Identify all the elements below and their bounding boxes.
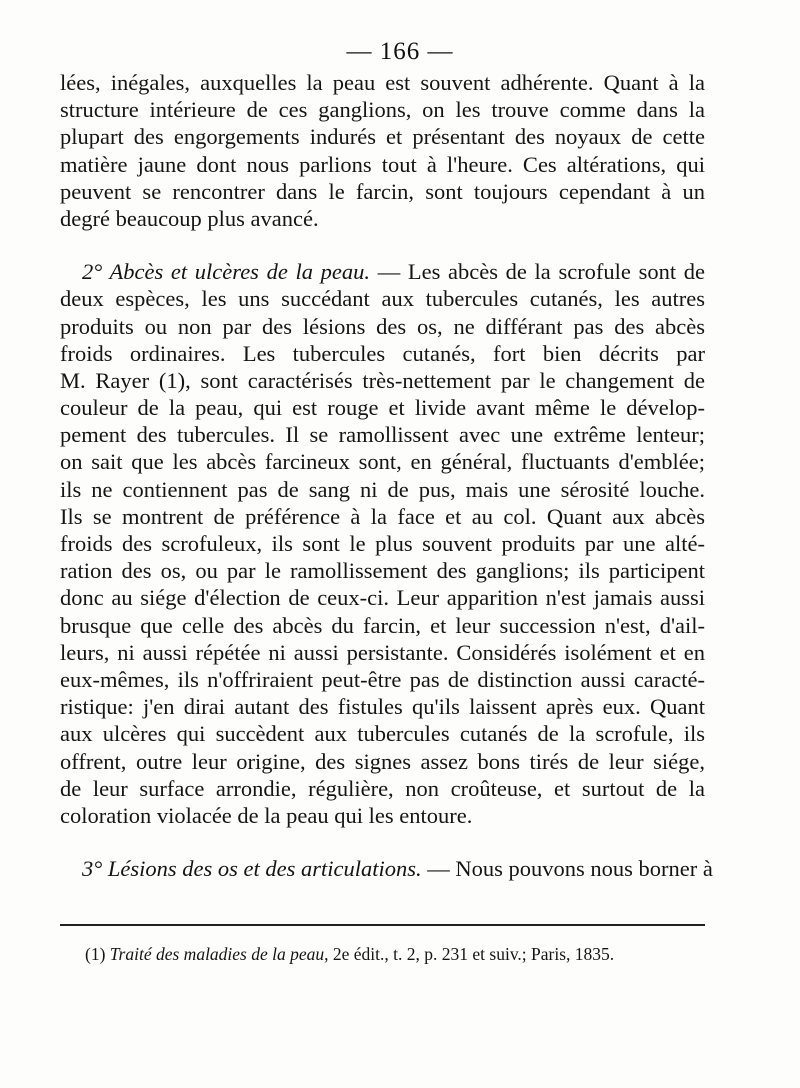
text-line: deux espèces, les uns succédant aux tubercules cutanés, les autres: [60, 286, 705, 312]
text-line: ils ne contiennent pas de sang ni de pus, mais une sérosité louche.: [60, 476, 705, 502]
footnote-rule: [60, 924, 705, 926]
text-line: pement des tubercules. Il se ramollissent avec une extrême lenteur;: [60, 422, 705, 448]
text-line: de leur surface arrondie, régulière, non croûteuse, et surtout de la: [60, 775, 705, 801]
text-line: Ils se montrent de préférence à la face et au col. Quant aux abcès: [60, 503, 705, 529]
text-line: coloration violacée de la peau qui les entoure.: [60, 802, 473, 828]
paragraph-gap: [60, 829, 705, 855]
paragraph-3: [60, 855, 713, 882]
footnote-title: Traité des maladies de la peau: [109, 944, 325, 964]
footnote: [85, 944, 705, 965]
text-line: offrent, outre leur origine, des signes assez bons tirés de leur siége,: [60, 748, 705, 774]
text-line: aux ulcères qui succèdent aux tubercules cutanés de la scrofule, ils: [60, 721, 705, 747]
section-heading-lesions: 3° Lésions des os et des articulations.: [82, 856, 422, 882]
text-line: on sait que les abcès farcineux sont, en général, fluctuants d'emblée;: [60, 449, 705, 475]
text-line: peuvent se rencontrer dans le farcin, sont toujours cependant à un: [60, 178, 705, 204]
text-line: froids ordinaires. Les tubercules cutanés, fort bien décrits par: [60, 340, 705, 366]
section-heading-rest: — Les abcès de la scrofule sont de: [370, 259, 705, 285]
main-text: [60, 69, 713, 882]
paragraph-1: [60, 69, 705, 232]
text-line: froids des scrofuleux, ils sont le plus souvent produits par une alté-: [60, 531, 705, 556]
text-line: M. Rayer (1), sont caractérisés très-nettement par le changement de: [60, 367, 705, 393]
text-line: donc au siége d'élection de ceux-ci. Leur apparition n'est jamais aussi: [60, 585, 705, 611]
footnote-rest: , 2e édit., t. 2, p. 231 et suiv.; Paris, 1835.: [324, 944, 615, 964]
section-heading-rest: — Nous pouvons nous borner à: [421, 856, 713, 882]
footnote-marker: (1): [85, 944, 110, 964]
text-line: leurs, ni aussi répétée ni aussi persistante. Considérés isolément et en: [60, 639, 705, 665]
text-line: structure intérieure de ces ganglions, on les trouve comme dans la: [60, 97, 705, 123]
text-line: couleur de la peau, qui est rouge et livide avant même le dévelop-: [60, 395, 705, 421]
paragraph-2: [60, 258, 705, 829]
text-line: plupart des engorgements indurés et présentant des noyaux de cette: [60, 124, 705, 150]
section-heading-line: [60, 855, 713, 882]
text-line: matière jaune dont nous parlions tout à l'heure. Ces altérations, qui: [60, 151, 705, 177]
text-line: lées, inégales, auxquelles la peau est souvent adhérente. Quant à la: [60, 70, 705, 95]
text-line: produits ou non par des lésions des os, ne différant pas des abcès: [60, 313, 705, 339]
text-line: ration des os, ou par le ramollissement des ganglions; ils participent: [60, 558, 705, 584]
paragraph-gap: [60, 232, 705, 258]
text-line: eux-mêmes, ils n'offriraient peut-être pas de distinction aussi caracté-: [60, 666, 705, 692]
section-heading-line: [60, 258, 705, 285]
text-line: brusque que celle des abcès du farcin, et leur succession n'est, d'ail-: [60, 612, 705, 638]
text-line: degré beaucoup plus avancé.: [60, 205, 319, 231]
text-line: ristique: j'en dirai autant des fistules qu'ils laissent après eux. Quant: [60, 694, 705, 720]
section-heading-abces: 2° Abcès et ulcères de la peau.: [82, 259, 371, 285]
page-number: — 166 —: [346, 38, 454, 65]
